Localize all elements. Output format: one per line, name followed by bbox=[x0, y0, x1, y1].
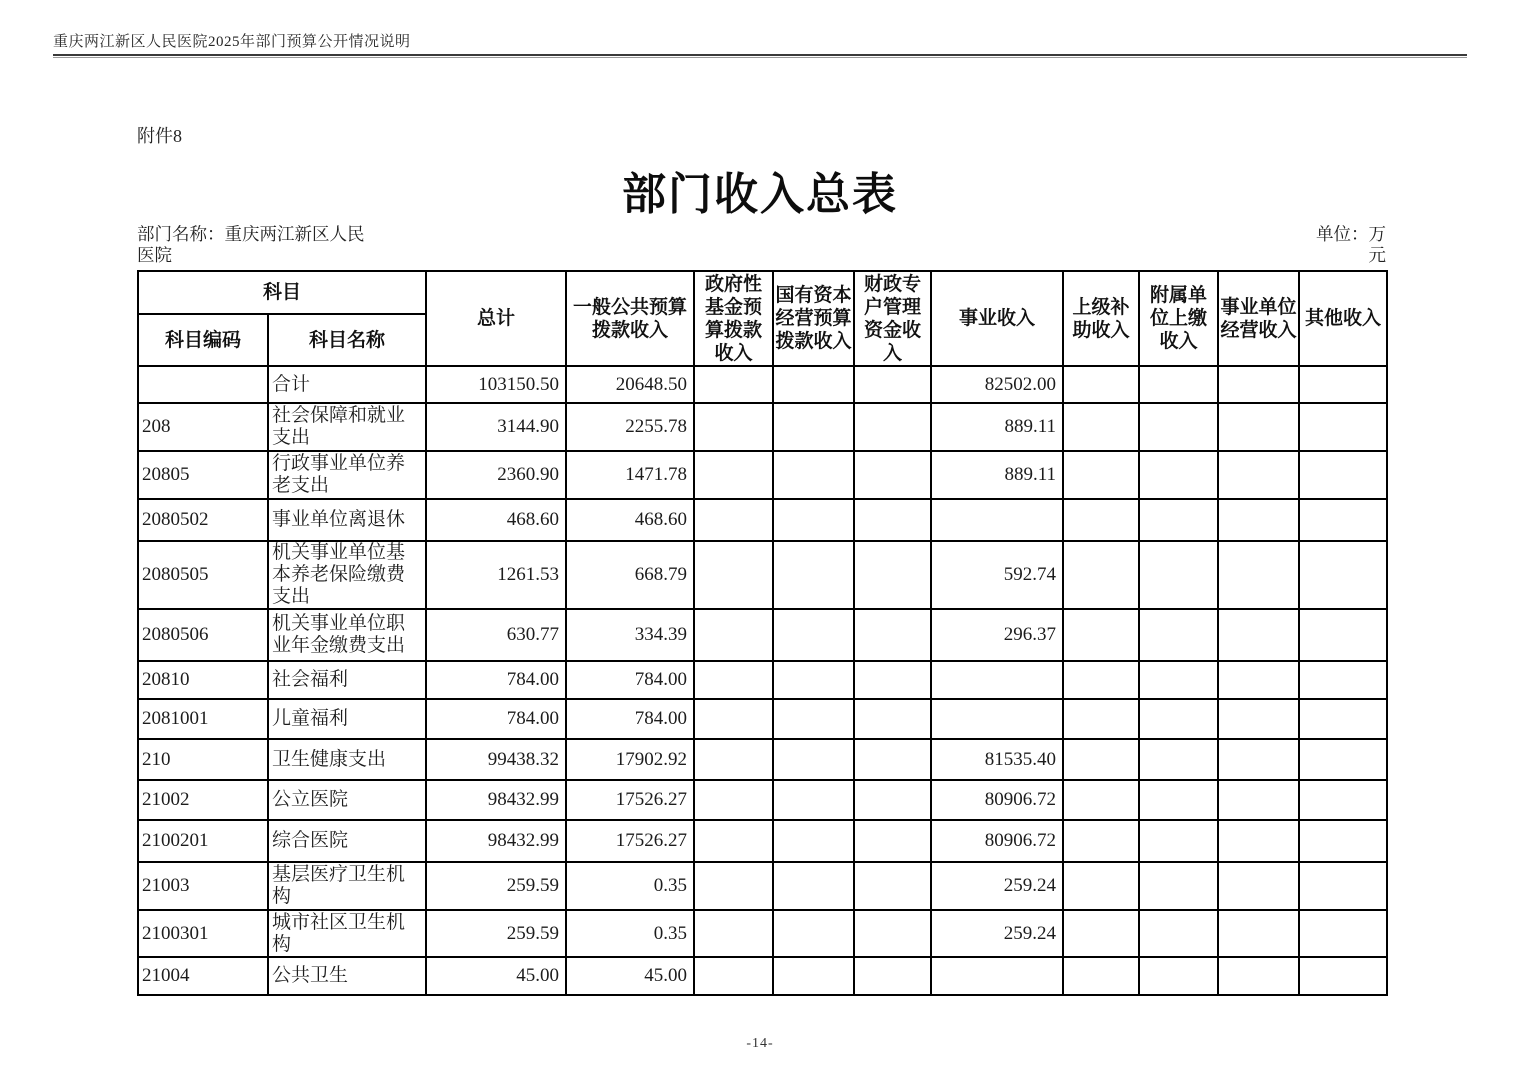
cell-general-public-budget: 45.00 bbox=[566, 957, 694, 995]
cell-gov-fund-budget bbox=[694, 699, 773, 739]
cell-business-operation bbox=[1218, 957, 1299, 995]
cell-gov-fund-budget bbox=[694, 499, 773, 541]
cell-state-capital-budget bbox=[773, 451, 854, 499]
cell-business-operation bbox=[1218, 366, 1299, 403]
cell-other-income bbox=[1299, 862, 1387, 910]
cell-subject-code: 21003 bbox=[138, 862, 268, 910]
cell-fiscal-special-account bbox=[854, 609, 931, 661]
cell-total: 468.60 bbox=[426, 499, 566, 541]
cell-general-public-budget: 1471.78 bbox=[566, 451, 694, 499]
table-row bbox=[138, 541, 1387, 609]
cell-fiscal-special-account bbox=[854, 820, 931, 862]
header-affiliated-remit: 附属单位上缴收入 bbox=[1139, 271, 1218, 366]
cell-total: 630.77 bbox=[426, 609, 566, 661]
cell-total: 2360.90 bbox=[426, 451, 566, 499]
header-gov-fund-budget: 政府性基金预算拨款收入 bbox=[694, 271, 773, 366]
cell-business-income: 82502.00 bbox=[931, 366, 1063, 403]
cell-business-income bbox=[931, 699, 1063, 739]
cell-fiscal-special-account bbox=[854, 541, 931, 609]
cell-business-income bbox=[931, 499, 1063, 541]
page-number: -14- bbox=[746, 1036, 774, 1051]
cell-fiscal-special-account bbox=[854, 661, 931, 699]
cell-state-capital-budget bbox=[773, 366, 854, 403]
cell-gov-fund-budget bbox=[694, 661, 773, 699]
cell-superior-subsidy bbox=[1063, 661, 1139, 699]
table-row bbox=[138, 957, 1387, 995]
cell-superior-subsidy bbox=[1063, 820, 1139, 862]
header-fiscal-special-account: 财政专户管理资金收入 bbox=[854, 271, 931, 366]
cell-superior-subsidy bbox=[1063, 403, 1139, 451]
cell-subject-code: 20805 bbox=[138, 451, 268, 499]
attachment-label: 附件8 bbox=[137, 126, 182, 146]
cell-subject-code bbox=[138, 366, 268, 403]
cell-state-capital-budget bbox=[773, 862, 854, 910]
cell-state-capital-budget bbox=[773, 957, 854, 995]
cell-general-public-budget: 17526.27 bbox=[566, 820, 694, 862]
cell-general-public-budget: 468.60 bbox=[566, 499, 694, 541]
header-general-public-budget: 一般公共预算拨款收入 bbox=[566, 271, 694, 366]
header-divider bbox=[53, 54, 1467, 58]
cell-other-income bbox=[1299, 661, 1387, 699]
table-row bbox=[138, 699, 1387, 739]
header-state-capital-budget: 国有资本经营预算拨款收入 bbox=[773, 271, 854, 366]
cell-state-capital-budget bbox=[773, 661, 854, 699]
cell-business-income bbox=[931, 661, 1063, 699]
header-business-income: 事业收入 bbox=[931, 271, 1063, 366]
table-row bbox=[138, 862, 1387, 910]
cell-subject-code: 2100301 bbox=[138, 910, 268, 957]
cell-gov-fund-budget bbox=[694, 403, 773, 451]
cell-subject-name: 综合医院 bbox=[268, 820, 426, 862]
cell-other-income bbox=[1299, 739, 1387, 780]
cell-general-public-budget: 0.35 bbox=[566, 862, 694, 910]
cell-state-capital-budget bbox=[773, 910, 854, 957]
cell-subject-code: 2080505 bbox=[138, 541, 268, 609]
cell-subject-code: 2080502 bbox=[138, 499, 268, 541]
cell-fiscal-special-account bbox=[854, 862, 931, 910]
header-total: 总计 bbox=[426, 271, 566, 366]
cell-general-public-budget: 20648.50 bbox=[566, 366, 694, 403]
cell-state-capital-budget bbox=[773, 609, 854, 661]
table-row bbox=[138, 366, 1387, 403]
cell-subject-name: 城市社区卫生机构 bbox=[268, 910, 426, 957]
cell-business-operation bbox=[1218, 499, 1299, 541]
cell-other-income bbox=[1299, 910, 1387, 957]
cell-total: 1261.53 bbox=[426, 541, 566, 609]
page-title: 部门收入总表 bbox=[622, 170, 898, 219]
header-superior-subsidy: 上级补助收入 bbox=[1063, 271, 1139, 366]
income-summary-table bbox=[137, 270, 1388, 996]
cell-general-public-budget: 784.00 bbox=[566, 699, 694, 739]
table-row bbox=[138, 739, 1387, 780]
cell-subject-name: 公共卫生 bbox=[268, 957, 426, 995]
table-row bbox=[138, 609, 1387, 661]
cell-total: 259.59 bbox=[426, 910, 566, 957]
cell-affiliated-remit bbox=[1139, 780, 1218, 820]
table-row bbox=[138, 780, 1387, 820]
cell-subject-name: 基层医疗卫生机构 bbox=[268, 862, 426, 910]
cell-affiliated-remit bbox=[1139, 403, 1218, 451]
cell-total: 784.00 bbox=[426, 699, 566, 739]
cell-business-income: 592.74 bbox=[931, 541, 1063, 609]
cell-subject-name: 机关事业单位职业年金缴费支出 bbox=[268, 609, 426, 661]
cell-fiscal-special-account bbox=[854, 366, 931, 403]
cell-superior-subsidy bbox=[1063, 499, 1139, 541]
cell-business-income: 889.11 bbox=[931, 451, 1063, 499]
cell-state-capital-budget bbox=[773, 820, 854, 862]
cell-affiliated-remit bbox=[1139, 820, 1218, 862]
table-row bbox=[138, 403, 1387, 451]
cell-business-operation bbox=[1218, 451, 1299, 499]
cell-general-public-budget: 0.35 bbox=[566, 910, 694, 957]
cell-subject-name: 儿童福利 bbox=[268, 699, 426, 739]
cell-fiscal-special-account bbox=[854, 957, 931, 995]
cell-general-public-budget: 668.79 bbox=[566, 541, 694, 609]
cell-fiscal-special-account bbox=[854, 739, 931, 780]
cell-business-operation bbox=[1218, 910, 1299, 957]
cell-fiscal-special-account bbox=[854, 499, 931, 541]
cell-gov-fund-budget bbox=[694, 862, 773, 910]
cell-business-income bbox=[931, 957, 1063, 995]
cell-total: 259.59 bbox=[426, 862, 566, 910]
cell-business-income: 889.11 bbox=[931, 403, 1063, 451]
cell-gov-fund-budget bbox=[694, 541, 773, 609]
cell-business-operation bbox=[1218, 780, 1299, 820]
cell-affiliated-remit bbox=[1139, 862, 1218, 910]
cell-subject-code: 20810 bbox=[138, 661, 268, 699]
cell-general-public-budget: 17902.92 bbox=[566, 739, 694, 780]
cell-state-capital-budget bbox=[773, 739, 854, 780]
cell-other-income bbox=[1299, 451, 1387, 499]
cell-business-operation bbox=[1218, 862, 1299, 910]
cell-business-operation bbox=[1218, 699, 1299, 739]
cell-other-income bbox=[1299, 957, 1387, 995]
cell-gov-fund-budget bbox=[694, 451, 773, 499]
cell-fiscal-special-account bbox=[854, 780, 931, 820]
cell-fiscal-special-account bbox=[854, 451, 931, 499]
cell-other-income bbox=[1299, 499, 1387, 541]
cell-business-operation bbox=[1218, 403, 1299, 451]
cell-total: 103150.50 bbox=[426, 366, 566, 403]
cell-affiliated-remit bbox=[1139, 366, 1218, 403]
cell-general-public-budget: 784.00 bbox=[566, 661, 694, 699]
cell-subject-code: 2081001 bbox=[138, 699, 268, 739]
cell-total: 3144.90 bbox=[426, 403, 566, 451]
cell-gov-fund-budget bbox=[694, 957, 773, 995]
cell-subject-code: 2100201 bbox=[138, 820, 268, 862]
cell-affiliated-remit bbox=[1139, 661, 1218, 699]
cell-superior-subsidy bbox=[1063, 541, 1139, 609]
cell-gov-fund-budget bbox=[694, 366, 773, 403]
cell-superior-subsidy bbox=[1063, 366, 1139, 403]
cell-total: 99438.32 bbox=[426, 739, 566, 780]
cell-general-public-budget: 17526.27 bbox=[566, 780, 694, 820]
cell-gov-fund-budget bbox=[694, 609, 773, 661]
cell-other-income bbox=[1299, 820, 1387, 862]
cell-superior-subsidy bbox=[1063, 780, 1139, 820]
cell-business-income: 259.24 bbox=[931, 910, 1063, 957]
cell-affiliated-remit bbox=[1139, 541, 1218, 609]
table-row bbox=[138, 499, 1387, 541]
cell-business-operation bbox=[1218, 541, 1299, 609]
cell-other-income bbox=[1299, 366, 1387, 403]
cell-other-income bbox=[1299, 403, 1387, 451]
cell-subject-code: 208 bbox=[138, 403, 268, 451]
cell-subject-name: 公立医院 bbox=[268, 780, 426, 820]
cell-subject-name: 机关事业单位基本养老保险缴费支出 bbox=[268, 541, 426, 609]
cell-gov-fund-budget bbox=[694, 780, 773, 820]
cell-subject-name: 事业单位离退休 bbox=[268, 499, 426, 541]
cell-affiliated-remit bbox=[1139, 451, 1218, 499]
cell-affiliated-remit bbox=[1139, 739, 1218, 780]
cell-fiscal-special-account bbox=[854, 910, 931, 957]
cell-total: 45.00 bbox=[426, 957, 566, 995]
cell-subject-code: 210 bbox=[138, 739, 268, 780]
cell-subject-code: 21002 bbox=[138, 780, 268, 820]
cell-business-operation bbox=[1218, 820, 1299, 862]
cell-total: 98432.99 bbox=[426, 820, 566, 862]
department-name-label: 部门名称：重庆两江新区人民医院 bbox=[137, 224, 365, 265]
cell-business-income: 81535.40 bbox=[931, 739, 1063, 780]
unit-label: 单位：万元 bbox=[1316, 224, 1386, 265]
cell-general-public-budget: 2255.78 bbox=[566, 403, 694, 451]
header-subject-code: 科目编码 bbox=[138, 314, 268, 366]
cell-other-income bbox=[1299, 541, 1387, 609]
cell-superior-subsidy bbox=[1063, 910, 1139, 957]
cell-superior-subsidy bbox=[1063, 862, 1139, 910]
cell-business-operation bbox=[1218, 609, 1299, 661]
cell-other-income bbox=[1299, 609, 1387, 661]
cell-superior-subsidy bbox=[1063, 609, 1139, 661]
cell-affiliated-remit bbox=[1139, 910, 1218, 957]
cell-general-public-budget: 334.39 bbox=[566, 609, 694, 661]
cell-state-capital-budget bbox=[773, 403, 854, 451]
header-subject-name: 科目名称 bbox=[268, 314, 426, 366]
cell-fiscal-special-account bbox=[854, 699, 931, 739]
table-row bbox=[138, 910, 1387, 957]
document-header-note: 重庆两江新区人民医院2025年部门预算公开情况说明 bbox=[53, 34, 411, 50]
cell-other-income bbox=[1299, 699, 1387, 739]
cell-superior-subsidy bbox=[1063, 451, 1139, 499]
cell-state-capital-budget bbox=[773, 699, 854, 739]
cell-superior-subsidy bbox=[1063, 957, 1139, 995]
cell-subject-code: 21004 bbox=[138, 957, 268, 995]
cell-gov-fund-budget bbox=[694, 739, 773, 780]
cell-state-capital-budget bbox=[773, 780, 854, 820]
cell-other-income bbox=[1299, 780, 1387, 820]
cell-subject-name: 社会福利 bbox=[268, 661, 426, 699]
header-business-operation: 事业单位经营收入 bbox=[1218, 271, 1299, 366]
table-row bbox=[138, 451, 1387, 499]
cell-state-capital-budget bbox=[773, 499, 854, 541]
cell-total: 784.00 bbox=[426, 661, 566, 699]
cell-subject-name: 社会保障和就业支出 bbox=[268, 403, 426, 451]
cell-total: 98432.99 bbox=[426, 780, 566, 820]
cell-affiliated-remit bbox=[1139, 699, 1218, 739]
table-row bbox=[138, 661, 1387, 699]
cell-subject-name: 合计 bbox=[268, 366, 426, 403]
cell-business-income: 259.24 bbox=[931, 862, 1063, 910]
cell-subject-name: 卫生健康支出 bbox=[268, 739, 426, 780]
cell-affiliated-remit bbox=[1139, 957, 1218, 995]
header-subject: 科目 bbox=[138, 271, 426, 314]
cell-business-income: 80906.72 bbox=[931, 780, 1063, 820]
cell-business-income: 296.37 bbox=[931, 609, 1063, 661]
cell-business-income: 80906.72 bbox=[931, 820, 1063, 862]
header-other-income: 其他收入 bbox=[1299, 271, 1387, 366]
table-row bbox=[138, 820, 1387, 862]
cell-gov-fund-budget bbox=[694, 910, 773, 957]
cell-business-operation bbox=[1218, 661, 1299, 699]
cell-superior-subsidy bbox=[1063, 739, 1139, 780]
cell-state-capital-budget bbox=[773, 541, 854, 609]
cell-fiscal-special-account bbox=[854, 403, 931, 451]
cell-subject-name: 行政事业单位养老支出 bbox=[268, 451, 426, 499]
cell-affiliated-remit bbox=[1139, 499, 1218, 541]
cell-gov-fund-budget bbox=[694, 820, 773, 862]
cell-affiliated-remit bbox=[1139, 609, 1218, 661]
cell-subject-code: 2080506 bbox=[138, 609, 268, 661]
table-header-row-top bbox=[138, 271, 1387, 314]
cell-business-operation bbox=[1218, 739, 1299, 780]
cell-superior-subsidy bbox=[1063, 699, 1139, 739]
